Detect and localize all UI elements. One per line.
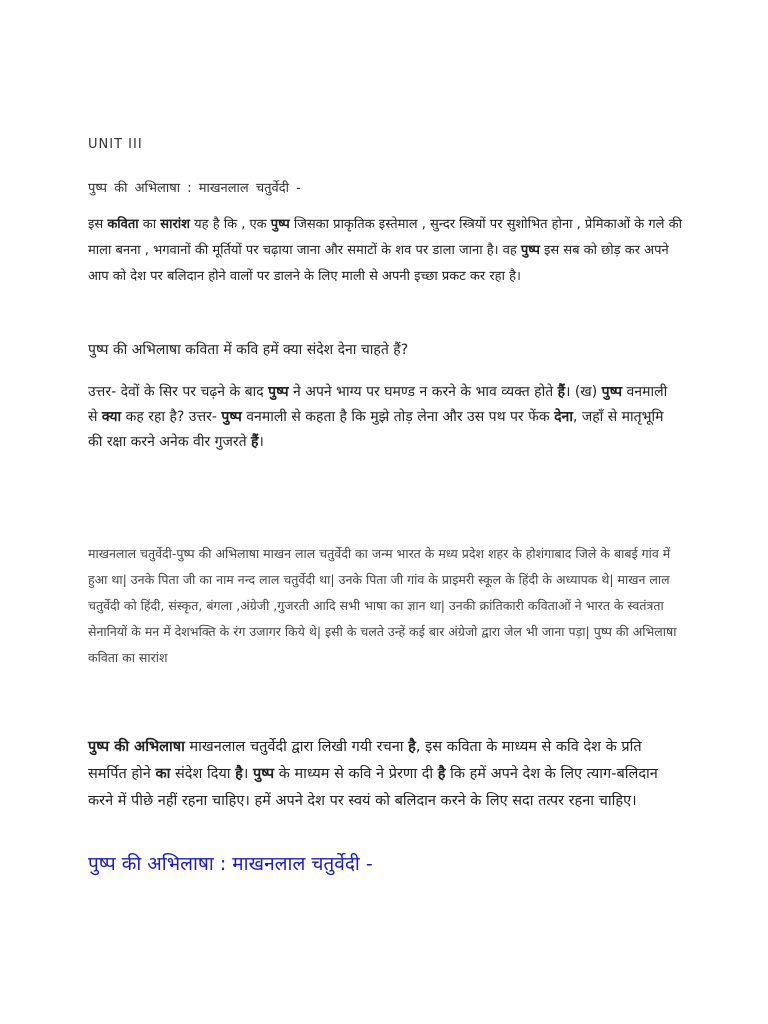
section-heading: पुष्प की अभिलाषा : माखनलाल चतुर्वेदी -: [88, 853, 373, 875]
poem-summary-paragraph: पुष्प की अभिलाषा माखनलाल चतुर्वेदी द्वारा लिखी गयी रचना है, इस कविता के माध्यम से कवि देश के प्रति समर्पित होने का संदेश दिया है। पुष्प के माध्यम से कवि ने प्रेरणा दी है कि हमें अपने देश के लिए त्याग-बलिदान करने में पीछे नहीं रहना चाहिए। हमें अपने देश पर स्वयं को बलिदान करने के लिए सदा तत्पर रहना चाहिए।: [88, 739, 658, 809]
unit-label: UNIT III: [88, 137, 143, 152]
summary-paragraph: इस कविता का सारांश यह है कि , एक पुष्प जिसका प्राकृतिक इस्तेमाल , सुन्दर स्त्रियों पर सुशोभित होना , प्रेमिकाओं के गले की माला बनना , भगवानों की मूर्तियों पर चढ़ाया जाना और समाटों के शव पर डाला जाना है। वह पुष्प इस सब को छोड़ कर अपने आप को देश पर बलिदान होने वालों पर डालने के लिए माली से अपनी इच्छा प्रकट कर रहा है।: [88, 217, 682, 284]
subtitle: पुष्प की अभिलाषा : माखनलाल चतुर्वेदी -: [88, 181, 301, 196]
answer-paragraph: उत्तर- देवों के सिर पर चढ़ने के बाद पुष्प ने अपने भाग्य पर घमण्ड न करने के भाव व्यक्त होते हैं। (ख) पुष्प वनमाली से क्या कह रहा है? उत्तर- पुष्प वनमाली से कहता है कि मुझे तोड़ लेना और उस पथ पर फेंक देना, जहाँ से मातृभूमि की रक्षा करने अनेक वीर गुजरते हैं।: [88, 384, 668, 450]
question-text: पुष्प की अभिलाषा कविता में कवि हमें क्या संदेश देना चाहते हैं?: [88, 342, 409, 358]
biography-paragraph: माखनलाल चतुर्वेदी-पुष्प की अभिलाषा माखन लाल चतुर्वेदी का जन्म भारत के मध्य प्रदेश शहर के होशंगाबाद जिले के बाबई गांव में हुआ था| उनके पिता जी का नाम नन्द लाल चतुर्वेदी था| उनके पिता जी गांव के प्राइमरी स्कूल के हिंदी के अध्यापक थे| माखन लाल चतुर्वेदी को हिंदी, संस्कृत, बंगला ,अंग्रेजी ,गुजरती आदि सभी भाषा का ज्ञान था| उनकी क्रांतिकारी कविताओं ने भारत के स्वतंत्रता सेनानियों के मन में देशभक्ति के रंग उजागर किये थे| इसी के चलते उन्हें कई बार अंग्रेजो द्वारा जेल भी जाना पड़ा| पुष्प की अभिलाषा कविता का सारांश: [88, 546, 677, 665]
